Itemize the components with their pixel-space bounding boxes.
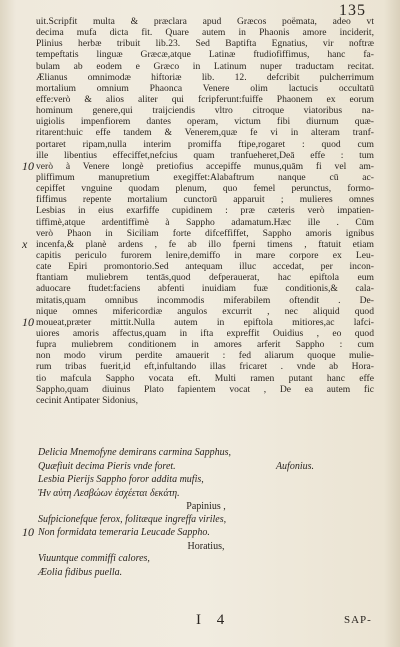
text-line xyxy=(36,150,374,161)
verse-line xyxy=(38,513,374,527)
line-text: uigiolis impenfiorem dantes operam, victum fibi diurnum quæ- xyxy=(36,116,374,128)
text-line xyxy=(36,384,374,395)
text-line xyxy=(36,16,374,27)
page-number: 135 xyxy=(339,2,366,19)
verse-line xyxy=(38,566,374,580)
line-text: Plinius herbæ tribuit lib.23. Sed Baptifta Egnatius, vir noftræ xyxy=(36,38,374,50)
text-line xyxy=(36,350,374,361)
poet-attribution: Aufonius. xyxy=(275,460,314,472)
quoted-verses xyxy=(22,446,374,579)
line-text: Ælianus omnimodæ hiftoriæ lib. 12. defcribit pulcherrimum xyxy=(36,71,374,83)
line-text: pliffimum manupretium exegiffet:Alabaftrum nanque cū ac- xyxy=(36,171,374,183)
line-text: bulam ab eodem e Græco in Latinum nuper traductam recitat. xyxy=(36,60,374,72)
verse-text: Papinius , xyxy=(186,501,226,512)
verse-text: Delicia Mnemofyne demirans carmina Sapphus, xyxy=(38,447,232,458)
line-text: decima mufa dicta fit. Quare autem in Phaonis amore inciderit, xyxy=(36,27,374,39)
verse-line xyxy=(38,446,374,460)
text-line xyxy=(36,183,374,194)
text-line xyxy=(36,283,374,294)
line-text: verò Phaon in Siciliam forte difceffiffet, Sappho amoris ignibus xyxy=(36,227,374,239)
line-text: tempeftatis linguæ Græcæ,atque Latinæ ftudiofiffimus, hanc fa- xyxy=(36,49,374,61)
line-text: Sappho,quam diuinus Plato fapientem vocat , De ea autem fic xyxy=(36,383,374,395)
verse-line xyxy=(38,487,374,501)
text-line xyxy=(36,361,374,372)
catchword: SAP- xyxy=(344,614,372,626)
text-line xyxy=(36,328,374,339)
verse-text: Horatius, xyxy=(187,540,225,552)
verse-line xyxy=(38,460,374,474)
verse-text: Viuuntque commiffi calores, xyxy=(38,553,150,564)
line-text: cecinit Antipater Sidonius, xyxy=(36,394,139,406)
verse-line xyxy=(38,552,374,566)
margin-line-number: 10 xyxy=(22,158,34,173)
text-line xyxy=(36,61,374,72)
line-text: cate Epiri promontorio.Sed antequam illuc accedat, per incon- xyxy=(36,261,374,273)
text-line xyxy=(36,339,374,350)
line-text: tio mafcula Sappho vocata eft. Multi ramen putant hanc effe xyxy=(36,372,374,384)
poet-name xyxy=(38,500,374,513)
line-text: ille libentius effeciffet,nefcius quam tranfueheret,Deā effe : tum xyxy=(36,149,374,161)
text-line xyxy=(36,83,374,94)
line-text: capitis periculo furorem lenire,demiffo in mare corpore ex Leu- xyxy=(36,249,374,261)
verse-text: Sufpicionefque ferox, folitæque ingreffa viriles, xyxy=(38,513,227,525)
text-line xyxy=(36,272,374,283)
line-text: cepiffet vnguine quodam plenum, quo femel perunctus, formo- xyxy=(36,183,374,195)
text-line xyxy=(36,306,374,317)
line-text: uiores amoris affectus,quam in ifta expreffit Ouidius , eo quod xyxy=(36,327,374,339)
poet-name xyxy=(38,540,374,553)
verse-line xyxy=(38,473,374,487)
text-line xyxy=(22,158,374,173)
page-footer xyxy=(0,612,400,632)
verse-text: Ἡν αὑτη Λεσβώων ἐσχέεται δεκάτη. xyxy=(38,487,180,499)
text-line xyxy=(36,261,374,272)
commentary-text xyxy=(22,16,374,406)
line-text: incenfa,& planè ardens , fe ab illo fperni timens , ftatuit etiam xyxy=(36,238,374,250)
line-text: ftantiam muliebrem tentās,quod defperauerat, hac epiftola eum xyxy=(36,272,374,284)
text-line xyxy=(36,127,374,138)
text-line xyxy=(36,228,374,239)
line-text: nique omnes mifericordiæ angulos excurrit , nec aliquid quod xyxy=(36,305,374,317)
line-text: fupra muliebrem conditionem in amores arferit Sappho : cum xyxy=(36,339,374,351)
text-line xyxy=(36,38,374,49)
margin-line-number: 10 xyxy=(22,525,34,539)
verse-text: Non formidata temeraria Leucade Sappho. xyxy=(38,527,210,538)
text-line xyxy=(36,27,374,38)
signature-mark: I 4 xyxy=(196,612,231,628)
line-text: verò à Venere longè pretiofius accepiffe munus,quām fi vel am- xyxy=(36,160,374,172)
text-line xyxy=(36,94,374,105)
margin-line-number: 10 xyxy=(22,314,34,329)
line-text: effe:verò & alios aliter qui fcripferunt:fuiffe Phaonem ex eorum xyxy=(36,93,374,105)
text-line xyxy=(36,49,374,60)
line-text: mitatis,quam omnibus incommodis miferabilem oftendit . De- xyxy=(36,294,374,306)
line-text: fiffimus repente mortalium cunctorū apparuit ; mulieres omnes xyxy=(36,194,374,206)
verse-text: Lesbia Pierijs Sappho foror addita mufis, xyxy=(38,474,204,485)
text-line xyxy=(36,194,374,205)
verse-line xyxy=(22,525,374,540)
text-line xyxy=(36,116,374,127)
line-text: portaret ripam,nulla interim promiffa ftipe,rogaret : quod cum xyxy=(36,138,374,150)
line-text: aduocare ftudet:faciens abfenti inuidiam fuæ conditionis,& cala- xyxy=(36,283,374,295)
text-line xyxy=(36,139,374,150)
text-line xyxy=(36,250,374,261)
text-line xyxy=(22,236,374,251)
text-line xyxy=(36,217,374,228)
line-text: tiffimè,atque ardentiffimè à Sappho adamatum.Hæc ille . Cūm xyxy=(36,216,374,228)
margin-line-number: x xyxy=(22,236,28,251)
verse-text: Quæfiuit decima Pieris vnde foret. xyxy=(38,460,176,472)
text-line xyxy=(36,105,374,116)
line-text: mortalium omnium Phaonca Venere olim lactucis occultatū xyxy=(36,82,374,94)
line-text: uit.Scripfit multa & præclara apud Græcos poëmata, adeo vt xyxy=(36,16,374,27)
line-text: rum tribas fuerit,id eft,infultando illas fricaret . vnde ab Hora- xyxy=(36,361,374,373)
text-line xyxy=(36,373,374,384)
text-line xyxy=(36,295,374,306)
line-text: non modo virum perdite amauerit : fed aliarum quoque mulie- xyxy=(36,350,374,362)
line-text: hominum genere,qui traijciendis vltro citroque viatoribus na- xyxy=(36,105,374,117)
text-line xyxy=(36,205,374,216)
text-line xyxy=(22,314,374,329)
line-text: ritarent:huic effe tandem & Venerem,quæ fe vi in alteram tranf- xyxy=(36,127,374,139)
text-line xyxy=(36,172,374,183)
line-text: moueat,præter mittit.Nulla autem in epiftola mitiores,ac lafci- xyxy=(36,316,374,328)
verse-text: Æolia fidibus puella. xyxy=(38,566,123,578)
line-text: Lesbias in eius exarfiffe cupidinem : præ cæteris verò impatien- xyxy=(36,205,374,217)
text-line xyxy=(36,395,374,406)
text-line xyxy=(36,72,374,83)
